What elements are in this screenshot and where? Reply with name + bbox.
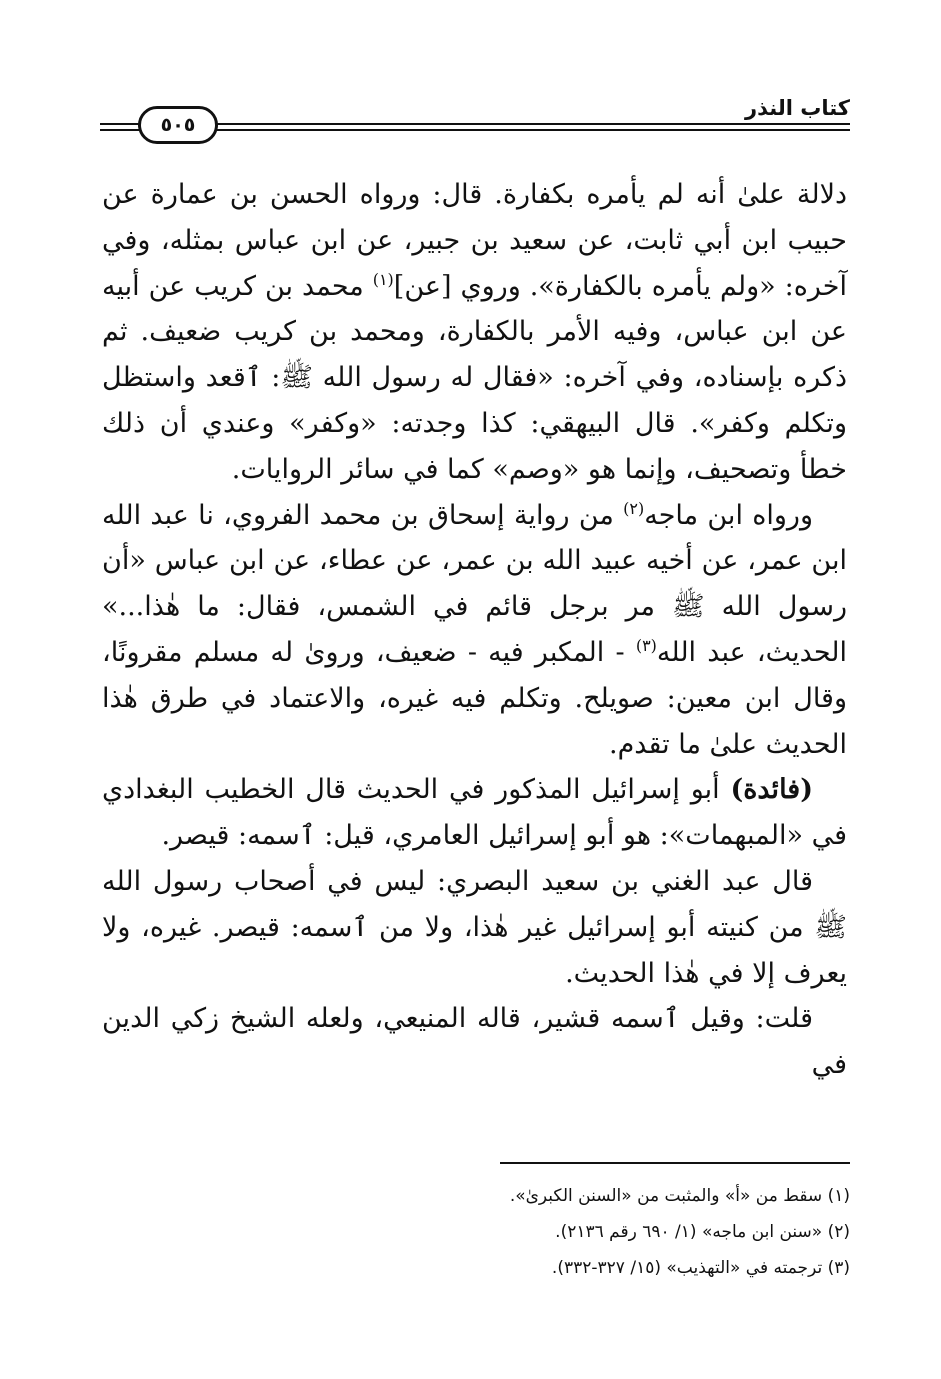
paragraph bbox=[102, 493, 847, 768]
text-segment: قال عبد الغني بن سعيد البصري: ليس في أصحاب رسول الله ﷺ من كنيته أبو إسرائيل غير هٰذا، ولا من ٱسمه: قيصر. غيره، ولا يعرف إلا في هٰذا الحديث. bbox=[102, 865, 847, 989]
footnote-separator bbox=[500, 1162, 850, 1164]
page-number: ٥٠٥ bbox=[138, 106, 218, 144]
book-title: كتاب النذر bbox=[735, 96, 850, 120]
paragraph bbox=[102, 859, 847, 996]
footnote-marker[interactable]: (٣) bbox=[635, 635, 657, 655]
text-segment: ورواه ابن ماجه bbox=[644, 499, 813, 531]
page-header bbox=[100, 96, 850, 146]
text-segment: دلالة علىٰ أنه لم يأمره بكفارة. قال: ورواه الحسن بن عمارة عن حبيب ابن أبي ثابت، عن سعيد بن جبير، عن ابن عباس بمثله، وفي آخره: «ولم يأمره بالكفارة». وروي [عن] bbox=[102, 179, 848, 302]
text-segment: من رواية إسحاق بن محمد الفروي، نا عبد الله ابن عمر، عن أخيه عبيد الله بن عمر، عن عطاء، عن ابن عباس «أن رسول الله ﷺ مر برجل قائم في الشمس، فقال: ما هٰذا...» الحديث، عبد الله bbox=[102, 499, 848, 668]
footnotes bbox=[380, 1178, 850, 1286]
footnote: (١) سقط من «أ» والمثبت من «السنن الكبرىٰ». bbox=[509, 1186, 850, 1206]
text-segment: قلت: وقيل ٱسمه قشير، قاله المنيعي، ولعله الشيخ زكي الدين في bbox=[102, 1003, 847, 1081]
bold-label: (فائدة) bbox=[730, 774, 813, 806]
footnote: (٢) «سنن ابن ماجه» (١/ ٦٩٠ رقم ٢١٣٦). bbox=[555, 1222, 850, 1242]
footnote-marker[interactable]: (١) bbox=[372, 269, 394, 289]
paragraph bbox=[102, 767, 847, 859]
paragraph bbox=[102, 172, 847, 493]
footnote-marker[interactable]: (٢) bbox=[623, 498, 645, 518]
paragraph bbox=[102, 996, 847, 1088]
footnote: (٣) ترجمته في «التهذيب» (١٥/ ٣٢٧-٣٣٢). bbox=[551, 1258, 850, 1278]
text-segment: أبو إسرائيل المذكور في الحديث قال الخطيب البغدادي في «المبهمات»: هو أبو إسرائيل العامري، قيل: ٱسمه: قيصر. bbox=[102, 774, 847, 852]
text-segment: محمد بن كريب عن أبيه عن ابن عباس، وفيه الأمر بالكفارة، ومحمد بن كريب ضعيف. ثم ذكره بإسناده، وفي آخره: «فقال له رسول الله ﷺ: ٱقعد واستظل وتكلم وكفر». قال البيهقي: كذا وجدته: «وكفر» وعندي أن ذلك خطأ وتصحيف، وإنما هو «وصم» كما في سائر الروايات. bbox=[102, 270, 847, 485]
body-text bbox=[102, 172, 847, 1088]
text-segment: - المكبر فيه - ضعيف، ورویٰ له مسلم مقرونًا، وقال ابن معين: صويلح. وتكلم فيه غيره، والاعتماد في طرق هٰذا الحديث علىٰ ما تقدم. bbox=[102, 636, 847, 760]
